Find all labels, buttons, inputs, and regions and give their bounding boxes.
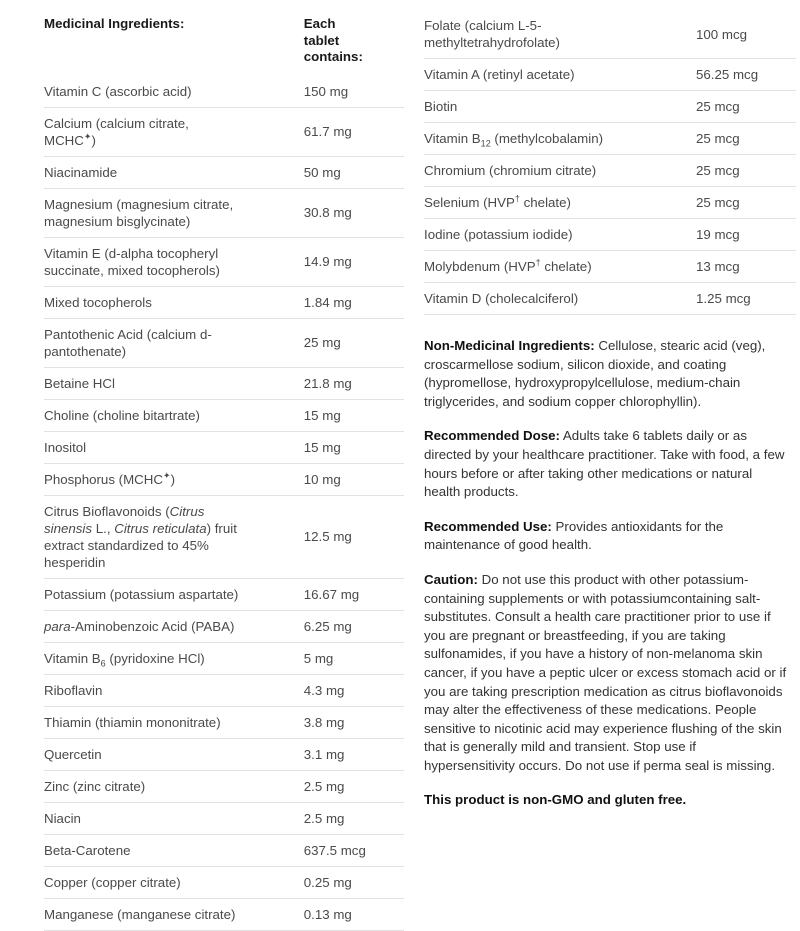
ingredient-name: Riboflavin (44, 674, 240, 706)
row-spacer (240, 156, 303, 188)
row-spacer (240, 367, 303, 399)
row-spacer (628, 155, 690, 187)
ingredient-name: Vitamin A (retinyl acetate) (424, 59, 628, 91)
ingredient-name: Citrus Bioflavonoids (Citrus sinensis L., Citrus reticulata) fruit extract standardized to 45% hesperidin (44, 495, 240, 578)
table-row (44, 237, 404, 286)
table-row (44, 463, 404, 495)
row-spacer (240, 738, 303, 770)
caution-paragraph (424, 571, 790, 776)
medicinal-ingredients-table-continued (424, 10, 796, 315)
row-spacer (240, 770, 303, 802)
ingredient-name: Zinc (zinc citrate) (44, 770, 240, 802)
table-row (44, 610, 404, 642)
non-medicinal-ingredients-paragraph (424, 337, 790, 411)
ingredient-name: Molybdenum (HVP† chelate) (424, 251, 628, 283)
ingredient-amount: 1.25 mcg (690, 283, 796, 315)
table-row (424, 10, 796, 59)
ingredient-amount: 100 mcg (690, 10, 796, 59)
ingredient-name: Vitamin D (cholecalciferol) (424, 283, 628, 315)
recommended-dose-label: Recommended Dose: (424, 428, 560, 444)
ingredient-name: Copper (copper citrate) (44, 866, 240, 898)
table-row (424, 91, 796, 123)
table-row (44, 188, 404, 237)
table-row (424, 219, 796, 251)
ingredient-amount: 15 mg (304, 431, 404, 463)
row-spacer (240, 399, 303, 431)
ingredient-name: Pantothenic Acid (calcium d-pantothenate) (44, 318, 240, 367)
ingredient-amount: 1.84 mg (304, 286, 404, 318)
row-spacer (240, 188, 303, 237)
caution-text: Do not use this product with other potassium-containing supplements or with potassiumcontaining salt-substitutes. Consult a health care practitioner prior to use if you are pregnant or breastfeeding, if you are taking sulfonamides, if you have a history of non-melanoma skin cancer, if you have a peptic ulcer or excess stomach acid or if you are taking prescription medication as citrus bioflavonoids may alter the effectiveness of these medications. People sensitive to nicotinic acid may experience flushing of the skin that is generally mild and transient. Stop use if hypersensitivity occurs. Do not use if perma seal is missing. (424, 571, 787, 773)
non-gmo-gluten-free-note: This product is non-GMO and gluten free. (424, 792, 687, 808)
ingredient-amount: 5 mg (304, 642, 404, 674)
ingredient-name: Manganese (manganese citrate) (44, 898, 240, 930)
ingredient-amount: 25 mcg (690, 187, 796, 219)
ingredient-name: Betaine HCl (44, 367, 240, 399)
ingredient-amount: 30.8 mg (304, 188, 404, 237)
table-row (44, 76, 404, 108)
row-spacer (240, 286, 303, 318)
ingredient-amount: 50 mg (304, 156, 404, 188)
row-spacer (240, 802, 303, 834)
row-spacer (240, 898, 303, 930)
ingredient-amount: 21.8 mg (304, 367, 404, 399)
table-row (44, 578, 404, 610)
ingredient-name: Choline (choline bitartrate) (44, 399, 240, 431)
row-spacer (240, 578, 303, 610)
row-spacer (628, 59, 690, 91)
table-row (44, 286, 404, 318)
ingredient-amount: 19 mcg (690, 219, 796, 251)
ingredient-amount: 15 mg (304, 399, 404, 431)
recommended-use-label: Recommended Use: (424, 518, 552, 534)
row-spacer (628, 91, 690, 123)
table-row (44, 738, 404, 770)
row-spacer (628, 219, 690, 251)
ingredient-name: Potassium (potassium aspartate) (44, 578, 240, 610)
ingredient-amount: 3.8 mg (304, 706, 404, 738)
header-spacer (240, 10, 303, 76)
ingredient-amount: 25 mcg (690, 123, 796, 155)
row-spacer (628, 123, 690, 155)
table-row (44, 866, 404, 898)
table-row (44, 156, 404, 188)
header-amount-line-2: tablet (303, 32, 340, 48)
left-column (44, 10, 404, 922)
table-header-row (44, 10, 404, 76)
row-spacer (240, 76, 303, 108)
ingredient-amount: 13 mcg (690, 251, 796, 283)
non-medicinal-ingredients-text: Cellulose, stearic acid (veg), croscarmellose sodium, silicon dioxide, and coating (hypromellose, hydroxypropylcellulose, medium-chain triglycerides, and sodium copper chlorophyllin). (424, 338, 766, 409)
ingredient-name: Vitamin C (ascorbic acid) (44, 76, 240, 108)
ingredient-name: Niacin (44, 802, 240, 834)
ingredient-amount: 2.5 mg (304, 770, 404, 802)
table-row (44, 770, 404, 802)
recommended-dose-paragraph (424, 427, 790, 501)
header-amount-line-3: contains: (303, 49, 363, 64)
row-spacer (240, 463, 303, 495)
caution-label: Caution: (424, 571, 478, 587)
ingredient-amount: 0.13 mg (304, 898, 404, 930)
row-spacer (240, 706, 303, 738)
ingredient-amount: 25 mg (304, 318, 404, 367)
column-gap (404, 10, 424, 852)
medicinal-ingredients-table (44, 10, 404, 931)
recommended-dose-text: Adults take 6 tablets daily or as directed by your healthcare practitioner. Take with food, a few hours before or after taking other medications or natural health products. (424, 428, 785, 500)
row-spacer (240, 318, 303, 367)
table-row (44, 898, 404, 930)
ingredient-amount: 4.3 mg (304, 674, 404, 706)
recommended-use-paragraph (424, 518, 790, 555)
ingredient-name: Chromium (chromium citrate) (424, 155, 628, 187)
table-row (44, 674, 404, 706)
ingredient-name: Iodine (potassium iodide) (424, 219, 628, 251)
table-row (44, 834, 404, 866)
ingredient-amount: 16.67 mg (304, 578, 404, 610)
ingredient-amount: 3.1 mg (304, 738, 404, 770)
ingredient-name: Thiamin (thiamin mononitrate) (44, 706, 240, 738)
right-column (424, 10, 790, 852)
table-row (44, 802, 404, 834)
table-row (44, 642, 404, 674)
ingredient-name: Niacinamide (44, 156, 240, 188)
ingredient-name: Phosphorus (MCHC✦) (44, 463, 240, 495)
ingredient-amount: 10 mg (304, 463, 404, 495)
table-row (44, 495, 404, 578)
ingredient-name: Selenium (HVP† chelate) (424, 187, 628, 219)
non-medicinal-ingredients-label: Non-Medicinal Ingredients: (424, 338, 595, 353)
table-row (44, 107, 404, 156)
row-spacer (240, 834, 303, 866)
ingredient-amount: 2.5 mg (304, 802, 404, 834)
ingredient-name: Folate (calcium L-5-methyltetrahydrofolate) (424, 10, 628, 59)
row-spacer (628, 10, 690, 59)
table-row (424, 283, 796, 315)
row-spacer (240, 610, 303, 642)
ingredient-amount: 61.7 mg (304, 107, 404, 156)
recommended-use-text: Provides antioxidants for the maintenance of good health. (424, 518, 724, 553)
ingredient-amount: 637.5 mcg (304, 834, 404, 866)
row-spacer (628, 251, 690, 283)
table-row (44, 706, 404, 738)
ingredient-name: Beta-Carotene (44, 834, 240, 866)
row-spacer (240, 495, 303, 578)
table-row (44, 399, 404, 431)
row-spacer (628, 283, 690, 315)
right-table-body (424, 10, 796, 315)
ingredient-name: Vitamin E (d-alpha tocopheryl succinate, mixed tocopherols) (44, 237, 240, 286)
header-amount-line-1: Each (303, 16, 336, 31)
ingredient-amount: 6.25 mg (304, 610, 404, 642)
row-spacer (240, 107, 303, 156)
row-spacer (628, 187, 690, 219)
ingredient-amount: 56.25 mcg (690, 59, 796, 91)
ingredient-amount: 12.5 mg (304, 495, 404, 578)
ingredient-name: Mixed tocopherols (44, 286, 240, 318)
header-amount-label (304, 10, 404, 76)
ingredient-amount: 150 mg (304, 76, 404, 108)
ingredient-name: Magnesium (magnesium citrate, magnesium bisglycinate) (44, 188, 240, 237)
header-ingredients-label: Medicinal Ingredients: (44, 16, 185, 31)
left-table-body (44, 10, 404, 930)
row-spacer (240, 237, 303, 286)
row-spacer (240, 642, 303, 674)
table-row (424, 187, 796, 219)
ingredient-amount: 14.9 mg (304, 237, 404, 286)
ingredient-name: Biotin (424, 91, 628, 123)
row-spacer (240, 674, 303, 706)
table-row (44, 367, 404, 399)
table-row (424, 155, 796, 187)
ingredient-name: Quercetin (44, 738, 240, 770)
ingredient-name: Vitamin $B_6$ (pyridoxine HCl) (44, 642, 240, 674)
table-row (424, 251, 796, 283)
ingredient-amount: 0.25 mg (304, 866, 404, 898)
ingredient-amount: 25 mcg (690, 155, 796, 187)
ingredient-name: Calcium (calcium citrate, MCHC✦) (44, 107, 240, 156)
table-row (424, 59, 796, 91)
table-row (424, 123, 796, 155)
ingredient-name: Inositol (44, 431, 240, 463)
ingredient-amount: 25 mcg (690, 91, 796, 123)
row-spacer (240, 866, 303, 898)
ingredient-name: Vitamin $B_{12}$ (methylcobalamin) (424, 123, 628, 155)
row-spacer (240, 431, 303, 463)
table-row (44, 318, 404, 367)
table-row (44, 431, 404, 463)
product-information-block (424, 337, 790, 810)
ingredient-name: para-Aminobenzoic Acid (PABA) (44, 610, 240, 642)
